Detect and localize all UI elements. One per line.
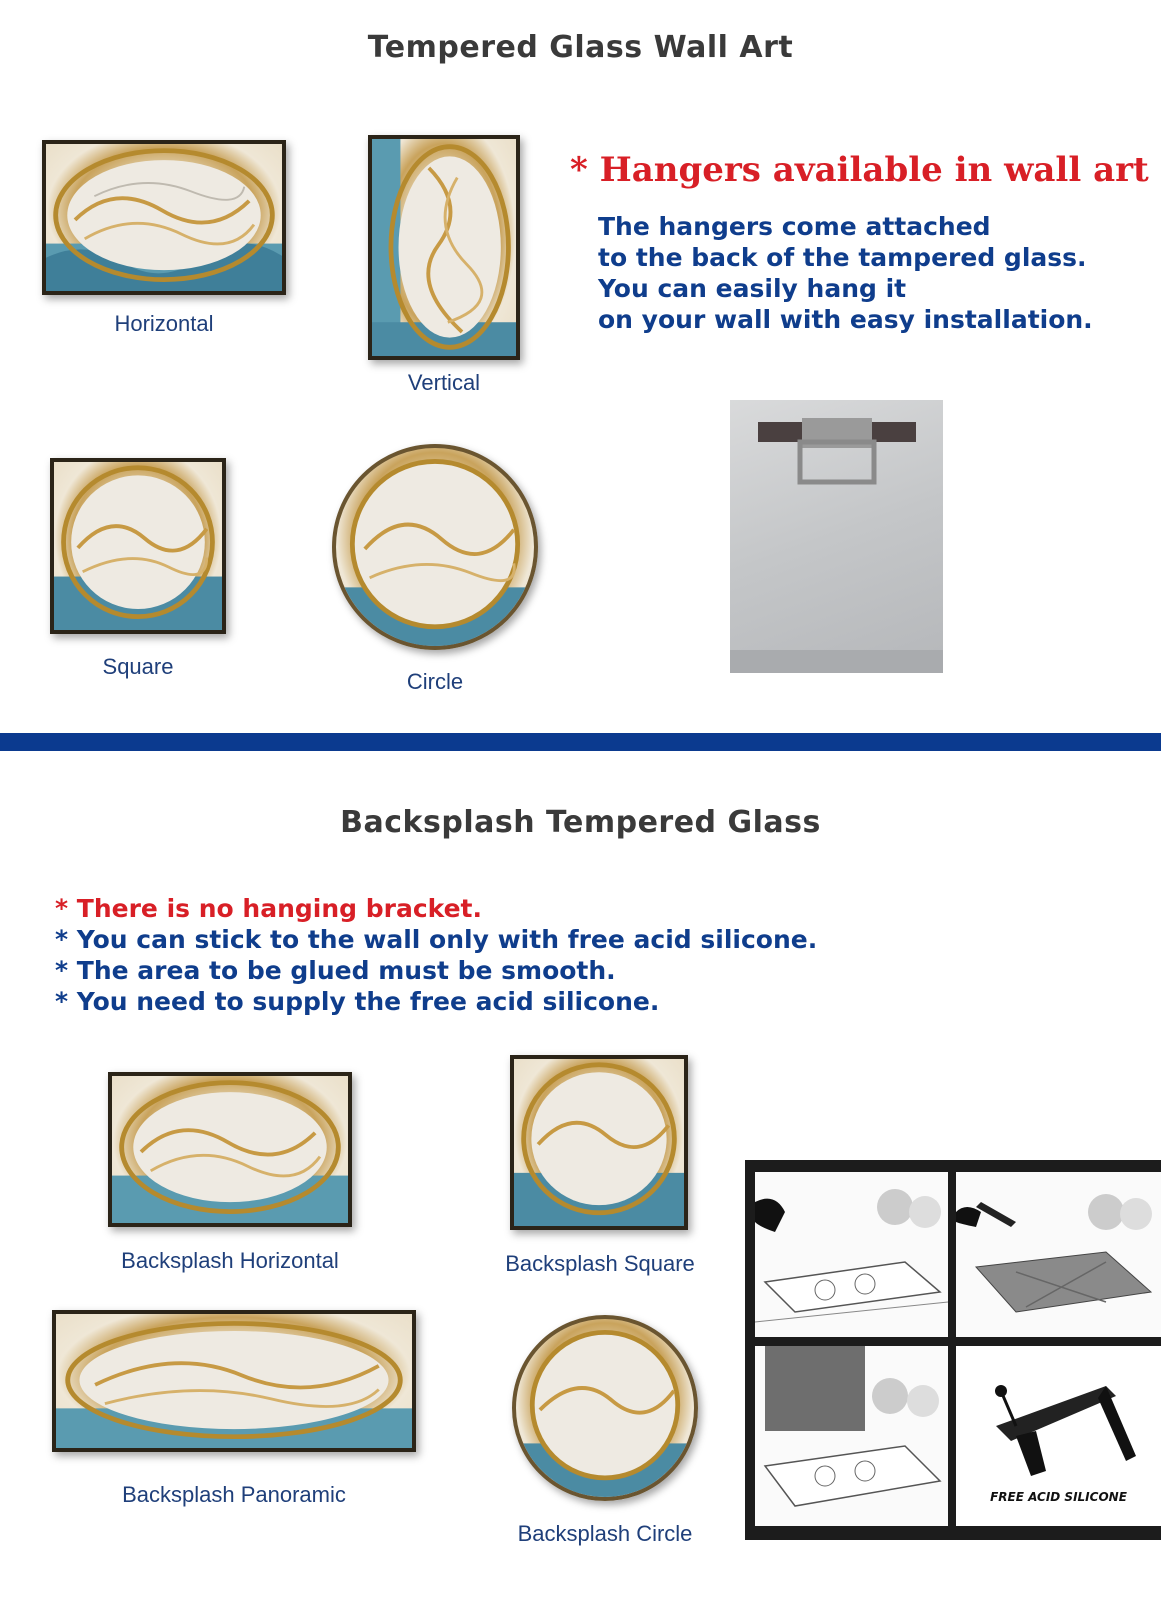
circle-glass-image: [332, 444, 538, 650]
section-divider: [0, 733, 1161, 751]
caption-circle: Circle: [406, 669, 464, 694]
hangers-heading: * Hangers available in wall art: [570, 150, 1149, 190]
backsplash-circle-image: [512, 1315, 698, 1501]
backsplash-panoramic-image: [52, 1310, 416, 1452]
caption-horizontal: Horizontal: [114, 311, 214, 336]
wall-art-title: Tempered Glass Wall Art: [367, 30, 794, 65]
note-no-bracket: * There is no hanging bracket.: [55, 894, 483, 923]
hangers-line: on your wall with easy installation.: [598, 305, 1093, 334]
hangers-line: to the back of the tampered glass.: [598, 243, 1087, 272]
backsplash-notes: [55, 893, 1055, 1017]
square-glass-image: [50, 458, 226, 634]
install-step-2: [956, 1172, 1161, 1337]
hangers-description: [598, 211, 1158, 335]
hangers-line: You can easily hang it: [598, 274, 907, 303]
note-supply: * You need to supply the free acid silicone.: [55, 987, 660, 1016]
install-step-1: [755, 1172, 948, 1337]
backsplash-title: Backsplash Tempered Glass: [340, 805, 821, 840]
caption-vertical: Vertical: [407, 370, 481, 395]
vertical-glass-image: [368, 135, 520, 360]
caption-backsplash-circle: Backsplash Circle: [517, 1521, 693, 1546]
caption-backsplash-horizontal: Backsplash Horizontal: [121, 1248, 339, 1273]
installation-illustration: [745, 1160, 1161, 1540]
backsplash-square-image: [510, 1055, 688, 1230]
hangers-line: The hangers come attached: [598, 212, 991, 241]
hanger-photo: [730, 400, 943, 673]
silicone-label: FREE ACID SILICONE: [990, 1490, 1127, 1504]
backsplash-horizontal-image: [108, 1072, 352, 1227]
note-smooth: * The area to be glued must be smooth.: [55, 956, 616, 985]
horizontal-glass-image: [42, 140, 286, 295]
note-silicone: * You can stick to the wall only with free acid silicone.: [55, 925, 818, 954]
caption-backsplash-square: Backsplash Square: [505, 1251, 695, 1276]
caption-backsplash-panoramic: Backsplash Panoramic: [122, 1482, 346, 1507]
silicone-gun-panel: [956, 1346, 1161, 1526]
install-step-3: [755, 1346, 948, 1526]
caption-square: Square: [102, 654, 174, 679]
